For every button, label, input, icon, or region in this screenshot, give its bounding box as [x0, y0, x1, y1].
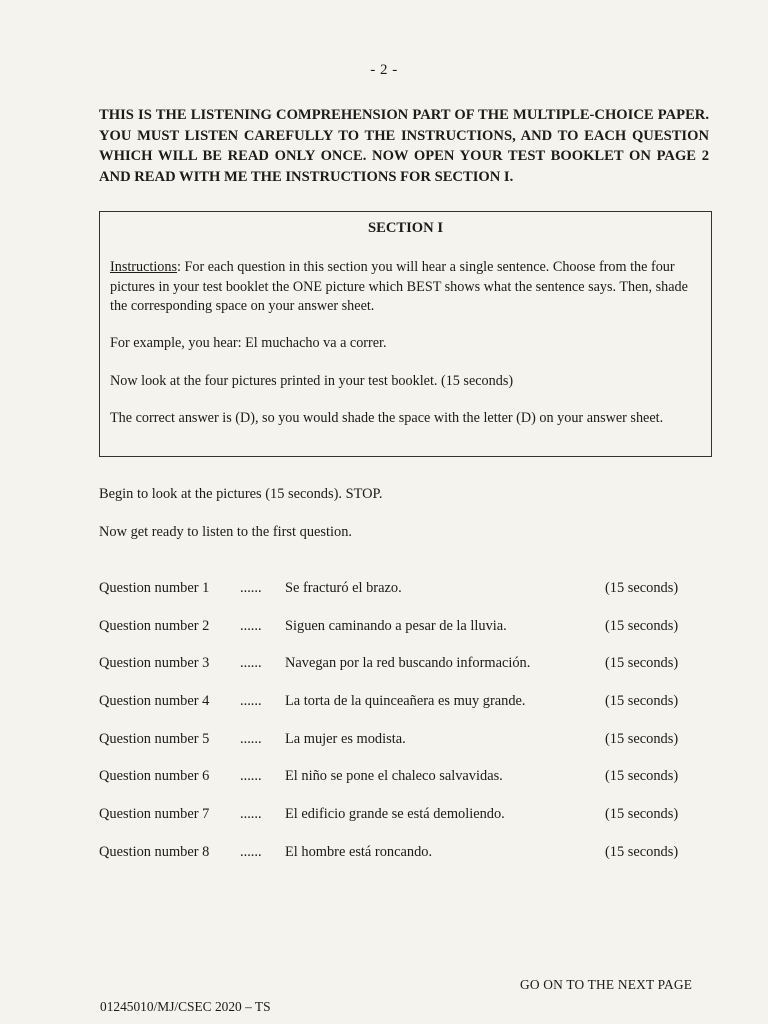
instructions-paragraph [110, 258, 704, 317]
question-sentence: La mujer es modista. [285, 731, 406, 747]
correct-answer-paragraph: The correct answer is (D), so you would shade the space with the letter (D) on your answer sheet. [110, 410, 664, 426]
question-label: Question number 3 [99, 655, 210, 671]
question-sentence: Navegan por la red buscando información. [285, 655, 531, 671]
question-leader-dots: ...... [240, 580, 262, 596]
question-time: (15 seconds) [605, 768, 679, 784]
question-sentence: El niño se pone el chaleco salvavidas. [285, 768, 503, 784]
question-leader-dots: ...... [240, 844, 262, 860]
question-time: (15 seconds) [605, 693, 679, 709]
question-sentence: El edificio grande se está demoliendo. [285, 806, 505, 822]
question-row [99, 844, 699, 866]
question-label: Question number 1 [99, 580, 210, 596]
question-time: (15 seconds) [605, 618, 679, 634]
question-leader-dots: ...... [240, 731, 262, 747]
question-time: (15 seconds) [605, 806, 679, 822]
question-leader-dots: ...... [240, 618, 262, 634]
question-row [99, 731, 699, 753]
example-paragraph: For example, you hear: El muchacho va a correr. [110, 335, 387, 351]
question-time: (15 seconds) [605, 844, 679, 860]
question-time: (15 seconds) [605, 580, 679, 596]
instructions-label: Instructions [110, 259, 177, 275]
question-sentence: Siguen caminando a pesar de la lluvia. [285, 618, 507, 634]
question-row [99, 693, 699, 715]
question-sentence: El hombre está roncando. [285, 844, 433, 860]
question-sentence: La torta de la quinceañera es muy grande. [285, 693, 526, 709]
question-label: Question number 7 [99, 806, 210, 822]
question-row [99, 618, 699, 640]
question-label: Question number 6 [99, 768, 210, 784]
question-leader-dots: ...... [240, 655, 262, 671]
question-row [99, 580, 699, 602]
listening-intro: THIS IS THE LISTENING COMPREHENSION PART OF THE MULTIPLE-CHOICE PAPER. YOU MUST LISTEN CAREFULLY TO THE INSTRUCTIONS, AND TO EACH QUESTION WHICH WILL BE READ ONLY ONCE. NOW OPEN YOUR TEST BOOKLET ON PAGE 2 AND READ WITH ME THE INSTRUCTIONS FOR SECTION I. [99, 107, 709, 185]
question-row [99, 655, 699, 677]
question-label: Question number 2 [99, 618, 210, 634]
section-title: SECTION I [367, 220, 444, 236]
question-sentence: Se fracturó el brazo. [285, 580, 402, 596]
question-leader-dots: ...... [240, 768, 262, 784]
question-leader-dots: ...... [240, 693, 262, 709]
question-label: Question number 8 [99, 844, 210, 860]
question-time: (15 seconds) [605, 731, 679, 747]
paper-code: 01245010/MJ/CSEC 2020 – TS [100, 999, 271, 1014]
question-row [99, 806, 699, 828]
question-time: (15 seconds) [605, 655, 679, 671]
question-label: Question number 5 [99, 731, 210, 747]
begin-instruction: Begin to look at the pictures (15 seconds). STOP. [99, 486, 383, 502]
question-row [99, 768, 699, 790]
question-label: Question number 4 [99, 693, 210, 709]
page-number: - 2 - [370, 62, 398, 78]
next-page-notice: GO ON TO THE NEXT PAGE [520, 977, 693, 992]
look-paragraph: Now look at the four pictures printed in your test booklet. (15 seconds) [110, 373, 514, 389]
ready-instruction: Now get ready to listen to the first question. [99, 524, 352, 540]
question-leader-dots: ...... [240, 806, 262, 822]
instructions-text: : For each question in this section you will hear a single sentence. Choose from the four pictures in your test booklet the ONE picture which BEST shows what the sentence says. Then, shade the corresponding space on your answer sheet. [110, 259, 688, 314]
